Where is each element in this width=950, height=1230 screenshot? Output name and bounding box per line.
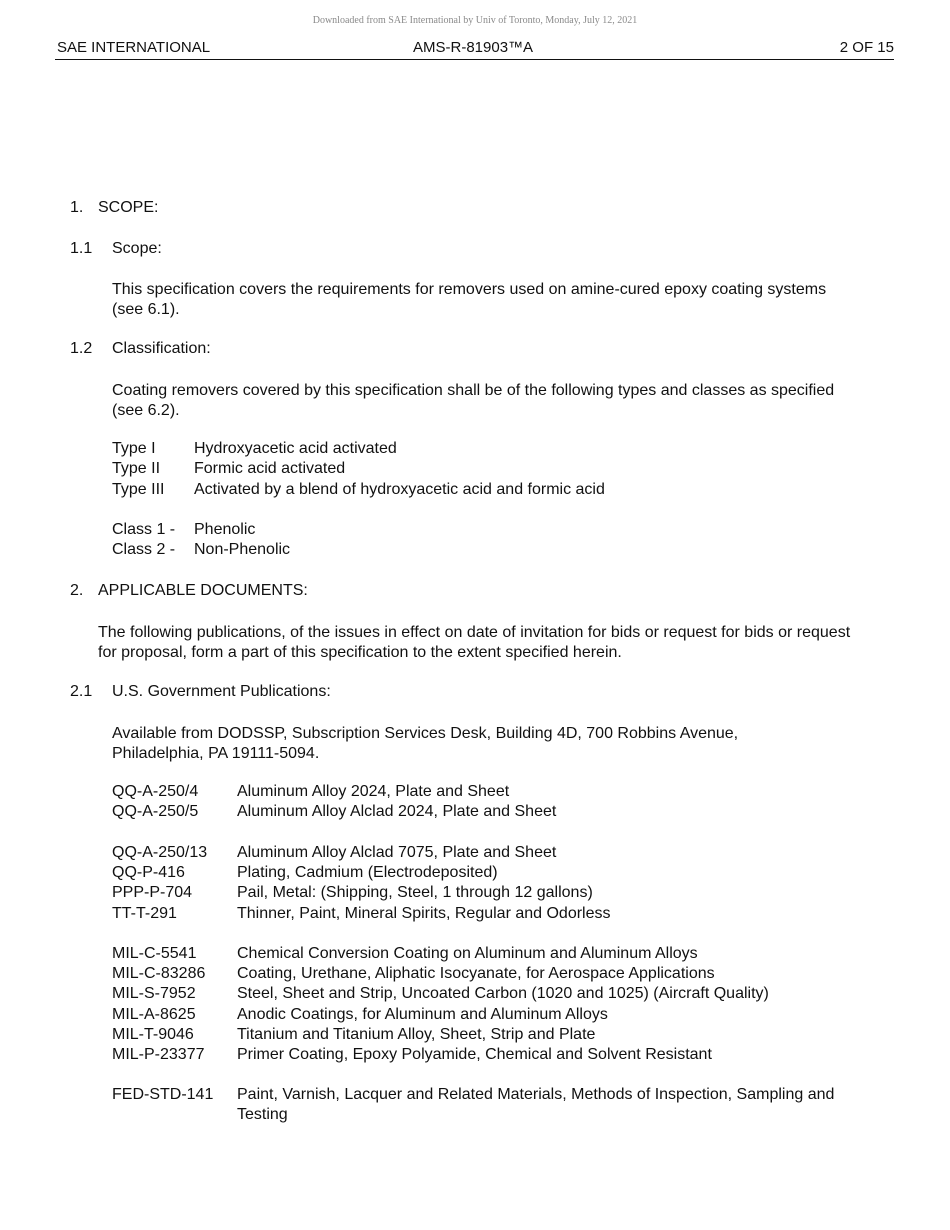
document-row-key: FED-STD-141 <box>112 1086 214 1103</box>
document-row <box>112 782 900 802</box>
document-row-description: Aluminum Alloy 2024, Plate and Sheet <box>237 783 510 800</box>
document-row <box>112 984 900 1004</box>
document-row-key: QQ-A-250/4 <box>112 783 199 800</box>
document-row-key: MIL-P-23377 <box>112 1046 205 1063</box>
document-row-description: Paint, Varnish, Lacquer and Related Materials, Methods of Inspection, Sampling and Testing <box>237 1086 835 1123</box>
section-1-1-title: Scope: <box>112 240 162 257</box>
class-row-key: Class 2 - <box>112 541 176 559</box>
type-row-key: Type III <box>112 480 165 498</box>
section-1-2-text: Coating removers covered by this specification shall be of the following types and classes as specified (see 6.2). <box>112 382 835 419</box>
section-1-1-number: 1.1 <box>70 240 93 257</box>
document-row-description: Primer Coating, Epoxy Polyamide, Chemical and Solvent Resistant <box>237 1046 712 1063</box>
document-row-description: Thinner, Paint, Mineral Spirits, Regular and Odorless <box>237 904 611 922</box>
document-row-key: MIL-C-5541 <box>112 945 197 962</box>
document-row-description: Anodic Coatings, for Aluminum and Aluminum Alloys <box>237 1005 608 1023</box>
download-watermark: Downloaded from SAE International by Univ of Toronto, Monday, July 12, 2021 <box>312 15 638 26</box>
document-row-key: QQ-A-250/5 <box>112 803 199 821</box>
section-1-2-title: Classification: <box>112 340 211 357</box>
document-row-key: QQ-P-416 <box>112 864 185 882</box>
document-row-description: Aluminum Alloy Alclad 2024, Plate and Sheet <box>237 803 557 821</box>
type-row-key: Type I <box>112 440 156 457</box>
class-row-key: Class 1 - <box>112 521 176 538</box>
document-row <box>112 964 900 984</box>
section-2-1-number: 2.1 <box>70 683 93 700</box>
type-row-description: Formic acid activated <box>194 460 346 478</box>
section-1-title: SCOPE: <box>98 199 159 216</box>
class-row-description: Non-Phenolic <box>194 541 291 559</box>
type-row <box>112 439 900 459</box>
section-2-1-title: U.S. Government Publications: <box>112 683 331 700</box>
type-row <box>112 480 900 500</box>
document-row <box>112 1085 900 1125</box>
section-1-number: 1. <box>70 199 84 216</box>
type-row-key: Type II <box>112 460 161 478</box>
document-row-description: Chemical Conversion Coating on Aluminum and Aluminum Alloys <box>237 945 698 962</box>
document-row-key: QQ-A-250/13 <box>112 844 208 861</box>
section-1-2-number: 1.2 <box>70 340 93 357</box>
type-row <box>112 459 900 479</box>
class-row <box>112 520 900 540</box>
document-row <box>112 1005 900 1025</box>
document-row-key: MIL-T-9046 <box>112 1025 194 1043</box>
document-row-description: Plating, Cadmium (Electrodeposited) <box>237 864 498 882</box>
document-row <box>112 863 900 883</box>
section-2-text: The following publications, of the issues in effect on date of invitation for bids or request for bids or request for proposal, form a part of this specification to the extent specified herein. <box>98 624 851 661</box>
type-row-description: Hydroxyacetic acid activated <box>194 440 397 457</box>
section-2-number: 2. <box>70 582 84 599</box>
document-row <box>112 883 900 903</box>
document-row-description: Pail, Metal: (Shipping, Steel, 1 through 12 gallons) <box>237 884 593 902</box>
document-row-description: Aluminum Alloy Alclad 7075, Plate and Sheet <box>237 844 557 861</box>
document-row <box>112 944 900 964</box>
document-row <box>112 1045 900 1065</box>
class-row <box>112 540 900 560</box>
document-row-key: PPP-P-704 <box>112 884 193 902</box>
header-organization: SAE INTERNATIONAL <box>57 39 211 56</box>
document-row <box>112 1025 900 1045</box>
document-row-description: Coating, Urethane, Aliphatic Isocyanate, for Aerospace Applications <box>237 965 715 983</box>
document-row <box>112 904 900 924</box>
document-row-description: Titanium and Titanium Alloy, Sheet, Strip and Plate <box>237 1025 596 1043</box>
header-page-number: 2 OF 15 <box>839 39 894 56</box>
section-2-title: APPLICABLE DOCUMENTS: <box>98 582 308 599</box>
header-document-id: AMS-R-81903™A <box>413 39 534 56</box>
document-row-key: MIL-S-7952 <box>112 985 196 1003</box>
document-row <box>112 843 900 863</box>
section-2-1-text: Available from DODSSP, Subscription Services Desk, Building 4D, 700 Robbins Avenue, Philadelphia, PA 19111-5094. <box>112 725 739 762</box>
section-1-1-text: This specification covers the requirements for removers used on amine-cured epoxy coating systems (see 6.1). <box>112 281 827 318</box>
document-row-key: TT-T-291 <box>112 904 177 922</box>
document-row-key: MIL-A-8625 <box>112 1005 196 1023</box>
document-row-description: Steel, Sheet and Strip, Uncoated Carbon (1020 and 1025) (Aircraft Quality) <box>237 985 769 1003</box>
type-row-description: Activated by a blend of hydroxyacetic acid and formic acid <box>194 480 605 498</box>
document-row-key: MIL-C-83286 <box>112 965 206 983</box>
class-row-description: Phenolic <box>194 521 256 538</box>
document-row <box>112 802 900 822</box>
header-divider <box>55 59 894 60</box>
